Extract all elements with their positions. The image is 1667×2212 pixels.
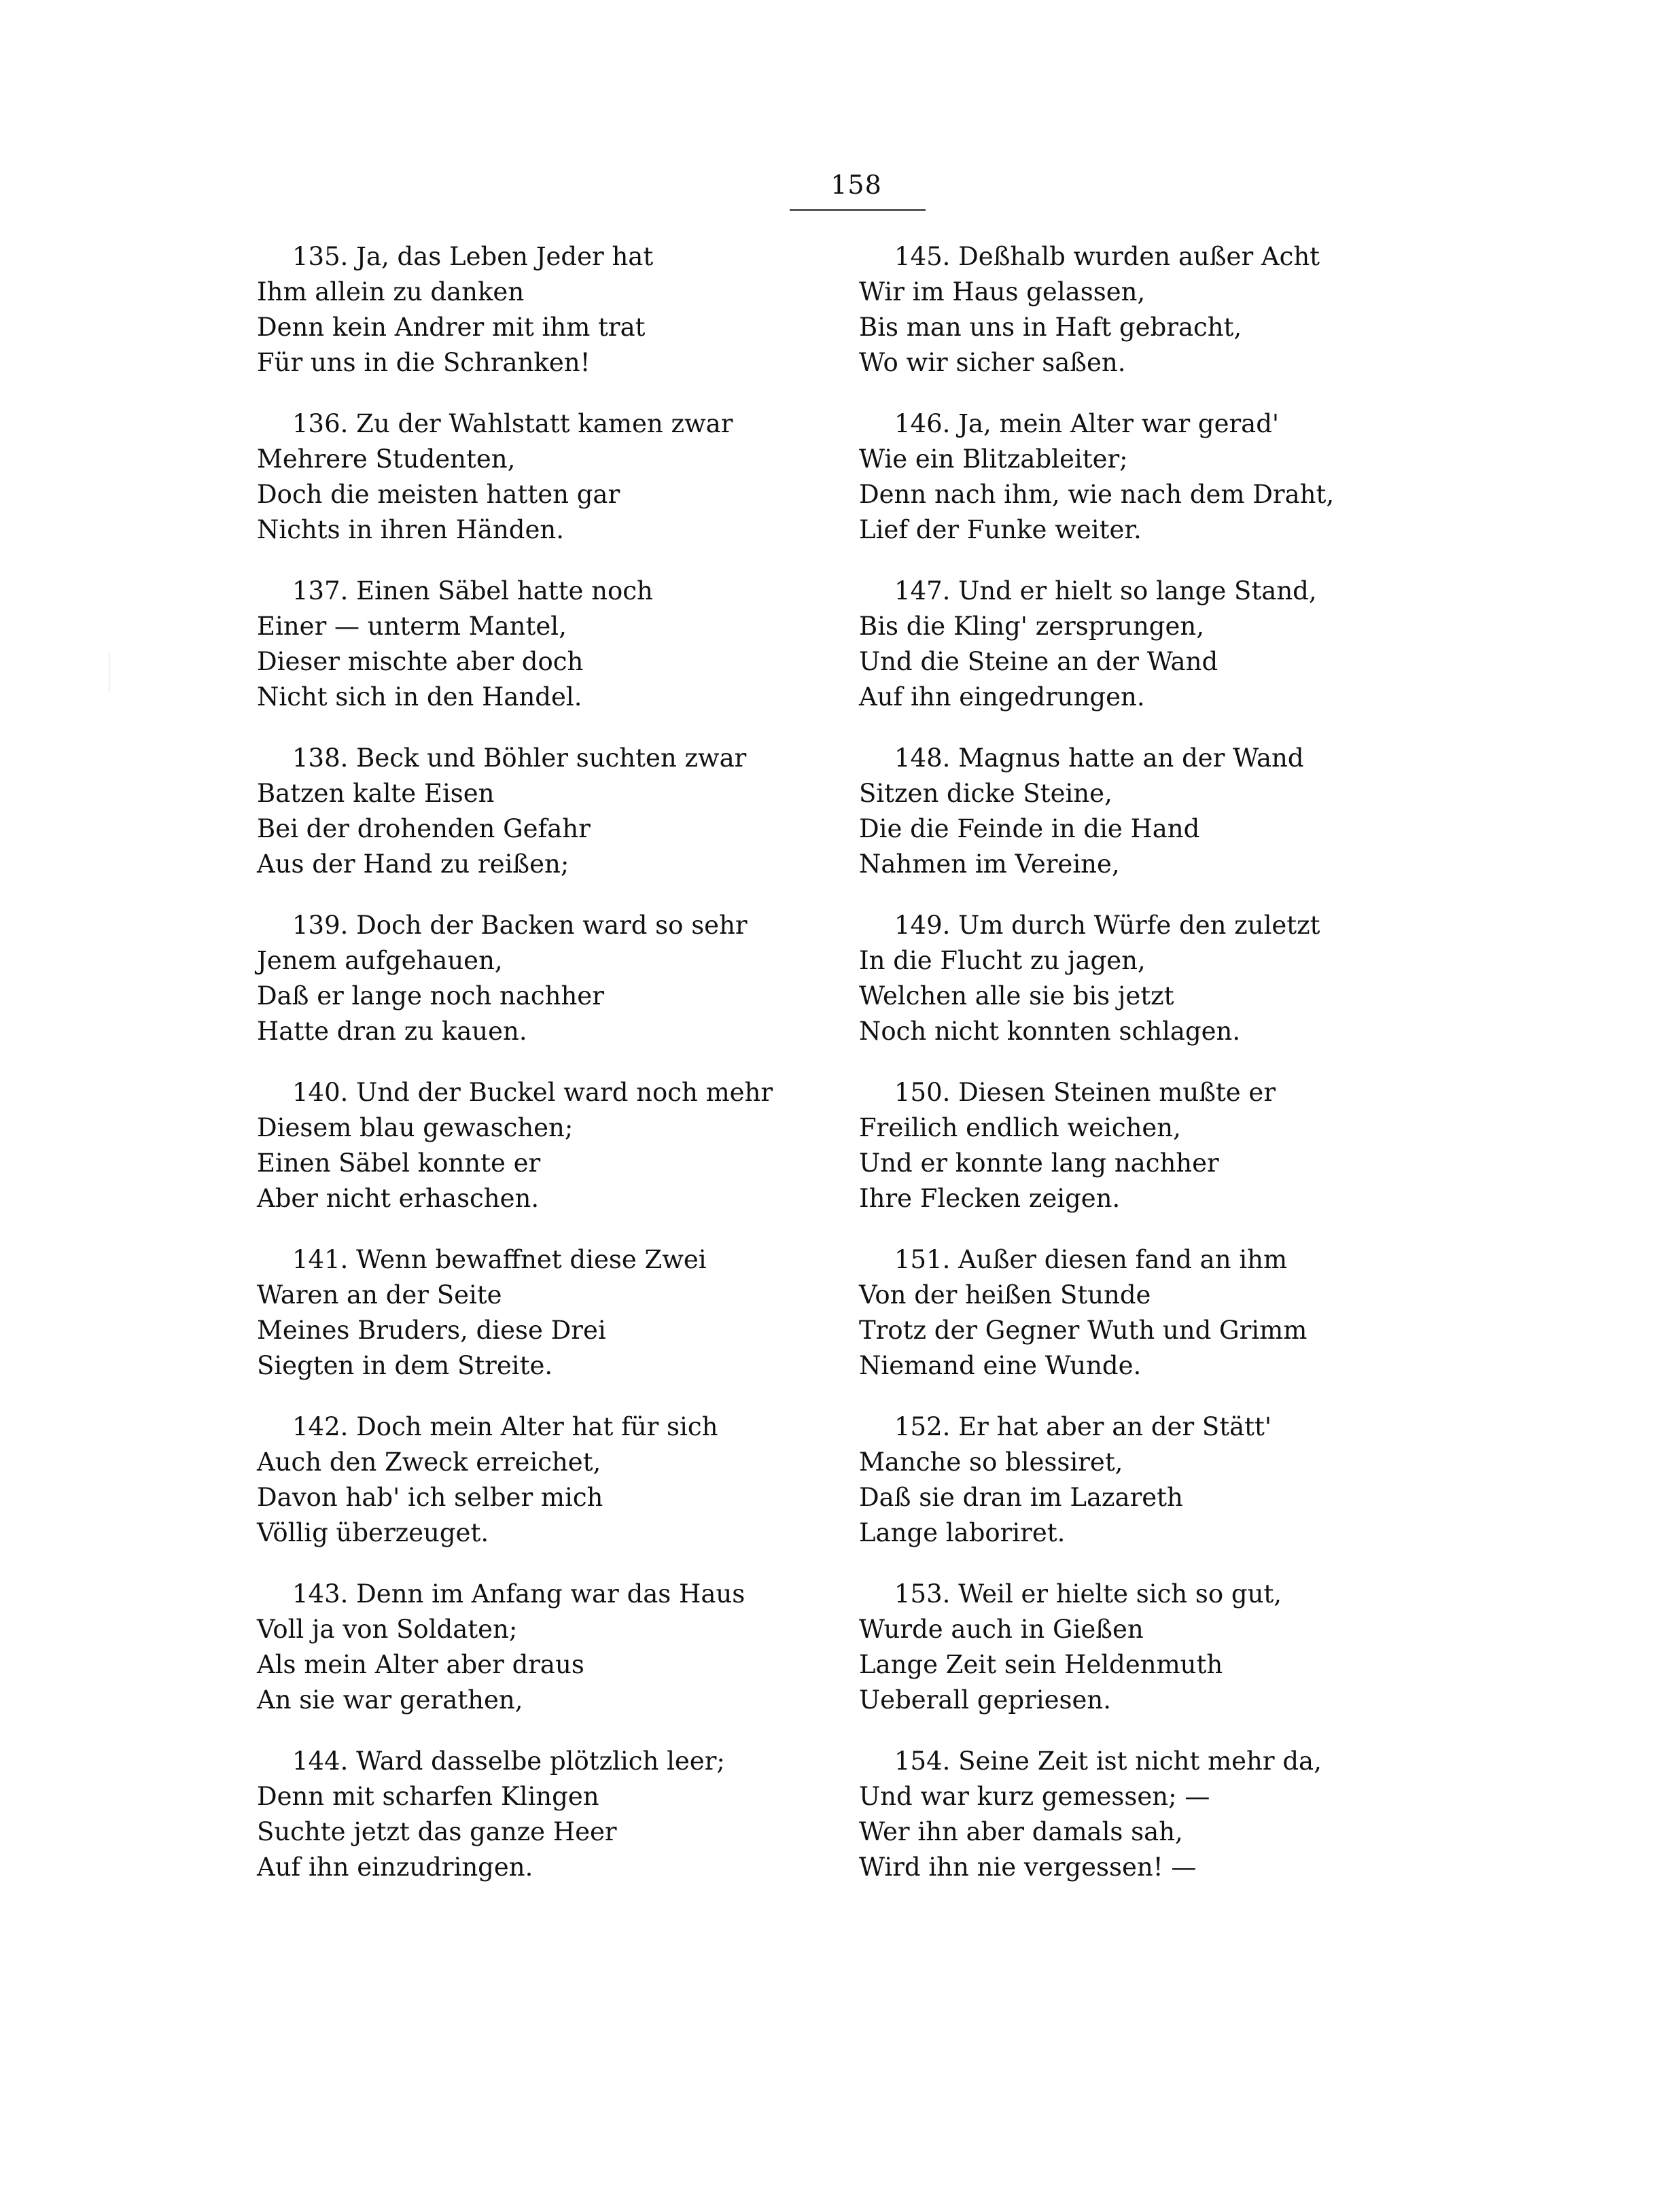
stanza-line: Doch die meisten hatten gar xyxy=(257,480,620,509)
stanza-line: Nicht sich in den Handel. xyxy=(257,682,582,712)
stanza-first-line: 144. Ward dasselbe plötzlich leer; xyxy=(292,1746,725,1776)
stanza-line: Nahmen im Vereine, xyxy=(859,849,1120,879)
stanza-line: Wie ein Blitzableiter; xyxy=(859,444,1128,474)
stanza-first-line: 143. Denn im Anfang war das Haus xyxy=(292,1579,745,1609)
stanza xyxy=(859,1744,1457,1911)
stanza xyxy=(859,1075,1457,1242)
stanza-first-line: 145. Deßhalb wurden außer Acht xyxy=(894,242,1320,271)
stanza-line: Mehrere Studenten, xyxy=(257,444,516,474)
stanza-line: Aus der Hand zu reißen; xyxy=(257,849,569,879)
stanza-line: Welchen alle sie bis jetzt xyxy=(859,981,1174,1011)
stanza-first-line: 140. Und der Buckel ward noch mehr xyxy=(292,1078,773,1107)
stanza-line: Aber nicht erhaschen. xyxy=(257,1184,540,1213)
stanza-line: Auf ihn eingedrungen. xyxy=(859,682,1145,712)
right-column xyxy=(859,239,1457,1911)
stanza xyxy=(257,1409,855,1577)
stanza-line: Als mein Alter aber draus xyxy=(257,1650,584,1679)
header-rule xyxy=(790,209,926,211)
stanza-line: Für uns in die Schranken! xyxy=(257,348,591,377)
stanza xyxy=(859,574,1457,741)
stanza-line: Wir im Haus gelassen, xyxy=(859,277,1146,306)
stanza xyxy=(257,741,855,908)
stanza xyxy=(859,741,1457,908)
stanza-line: Suchte jetzt das ganze Heer xyxy=(257,1817,617,1846)
stanza-first-line: 138. Beck und Böhler suchten zwar xyxy=(292,743,747,773)
stanza-line: Daß er lange noch nachher xyxy=(257,981,604,1011)
stanza-first-line: 136. Zu der Wahlstatt kamen zwar xyxy=(292,409,733,438)
stanza-line: Davon hab' ich selber mich xyxy=(257,1483,603,1512)
stanza-line: Nichts in ihren Händen. xyxy=(257,515,564,544)
stanza-line: Denn nach ihm, wie nach dem Draht, xyxy=(859,480,1335,509)
stanza xyxy=(257,406,855,574)
stanza-first-line: 148. Magnus hatte an der Wand xyxy=(894,743,1304,773)
stanza-line: Wurde auch in Gießen xyxy=(859,1615,1144,1644)
stanza xyxy=(859,1242,1457,1409)
stanza-line: Einer — unterm Mantel, xyxy=(257,612,567,641)
stanza-first-line: 153. Weil er hielte sich so gut, xyxy=(894,1579,1282,1609)
stanza-line: Siegten in dem Streite. xyxy=(257,1351,553,1380)
stanza-line: Voll ja von Soldaten; xyxy=(257,1615,518,1644)
stanza xyxy=(257,908,855,1075)
stanza xyxy=(859,1577,1457,1744)
stanza-line: Trotz der Gegner Wuth und Grimm xyxy=(859,1316,1308,1345)
stanza-first-line: 139. Doch der Backen ward so sehr xyxy=(292,911,748,940)
stanza-line: Ueberall gepriesen. xyxy=(859,1685,1111,1715)
stanza-first-line: 142. Doch mein Alter hat für sich xyxy=(292,1412,718,1441)
stanza-line: Meines Bruders, diese Drei xyxy=(257,1316,606,1345)
stanza-line: Waren an der Seite xyxy=(257,1280,502,1310)
stanza-line: Batzen kalte Eisen xyxy=(257,779,495,808)
stanza-line: Niemand eine Wunde. xyxy=(859,1351,1142,1380)
stanza-line: Und die Steine an der Wand xyxy=(859,647,1218,676)
stanza-line: Lange Zeit sein Heldenmuth xyxy=(859,1650,1223,1679)
stanza-line: Völlig überzeuget. xyxy=(257,1518,489,1547)
stanza-line: Wird ihn nie vergessen! — xyxy=(859,1853,1197,1882)
stanza-first-line: 147. Und er hielt so lange Stand, xyxy=(894,576,1317,605)
stanza xyxy=(257,1075,855,1242)
left-column xyxy=(257,239,855,1911)
stanza-first-line: 141. Wenn bewaffnet diese Zwei xyxy=(292,1245,707,1274)
stanza-line: Und war kurz gemessen; — xyxy=(859,1782,1210,1811)
stanza-line: Manche so blessiret, xyxy=(859,1447,1123,1477)
stanza-line: Die die Feinde in die Hand xyxy=(859,814,1200,843)
stanza-line: Auf ihn einzudringen. xyxy=(257,1853,533,1882)
stanza-line: Und er konnte lang nachher xyxy=(859,1148,1219,1178)
stanza-first-line: 135. Ja, das Leben Jeder hat xyxy=(292,242,654,271)
stanza-line: Bei der drohenden Gefahr xyxy=(257,814,591,843)
stanza-line: Lief der Funke weiter. xyxy=(859,515,1142,544)
stanza xyxy=(859,239,1457,406)
stanza-line: Von der heißen Stunde xyxy=(859,1280,1151,1310)
stanza xyxy=(257,574,855,741)
stanza-line: Denn mit scharfen Klingen xyxy=(257,1782,599,1811)
stanza-first-line: 150. Diesen Steinen mußte er xyxy=(894,1078,1276,1107)
stanza-line: Lange laboriret. xyxy=(859,1518,1066,1547)
stanza-first-line: 152. Er hat aber an der Stätt' xyxy=(894,1412,1272,1441)
stanza-first-line: 146. Ja, mein Alter war gerad' xyxy=(894,409,1280,438)
stanza-line: In die Flucht zu jagen, xyxy=(859,946,1146,975)
stanza-line: Bis man uns in Haft gebracht, xyxy=(859,313,1242,342)
stanza-line: Noch nicht konnten schlagen. xyxy=(859,1017,1241,1046)
stanza-line: Wer ihn aber damals sah, xyxy=(859,1817,1183,1846)
stanza-line: Hatte dran zu kauen. xyxy=(257,1017,527,1046)
stanza-line: Sitzen dicke Steine, xyxy=(859,779,1112,808)
stanza xyxy=(859,1409,1457,1577)
stanza-line: Ihre Flecken zeigen. xyxy=(859,1184,1121,1213)
stanza-first-line: 137. Einen Säbel hatte noch xyxy=(292,576,653,605)
stanza-line: Ihm allein zu danken xyxy=(257,277,525,306)
stanza xyxy=(257,239,855,406)
stanza xyxy=(257,1242,855,1409)
stanza-line: Daß sie dran im Lazareth xyxy=(859,1483,1183,1512)
stanza-line: Bis die Kling' zersprungen, xyxy=(859,612,1204,641)
stanza-first-line: 149. Um durch Würfe den zuletzt xyxy=(894,911,1320,940)
stanza-line: Wo wir sicher saßen. xyxy=(859,348,1126,377)
stanza xyxy=(257,1577,855,1744)
stanza-line: Jenem aufgehauen, xyxy=(257,946,503,975)
stanza-first-line: 151. Außer diesen fand an ihm xyxy=(894,1245,1288,1274)
stanza xyxy=(859,908,1457,1075)
stanza-line: Dieser mischte aber doch xyxy=(257,647,584,676)
stanza xyxy=(257,1744,855,1911)
stanza-line: Denn kein Andrer mit ihm trat xyxy=(257,313,646,342)
stanza xyxy=(859,406,1457,574)
stanza-line: Einen Säbel konnte er xyxy=(257,1148,541,1178)
stanza-line: Diesem blau gewaschen; xyxy=(257,1113,574,1142)
stanza-line: Auch den Zweck erreichet, xyxy=(257,1447,601,1477)
stanza-first-line: 154. Seine Zeit ist nicht mehr da, xyxy=(894,1746,1322,1776)
page-number: 158 xyxy=(830,170,882,200)
stanza-line: Freilich endlich weichen, xyxy=(859,1113,1181,1142)
stanza-line: An sie war gerathen, xyxy=(257,1685,523,1715)
